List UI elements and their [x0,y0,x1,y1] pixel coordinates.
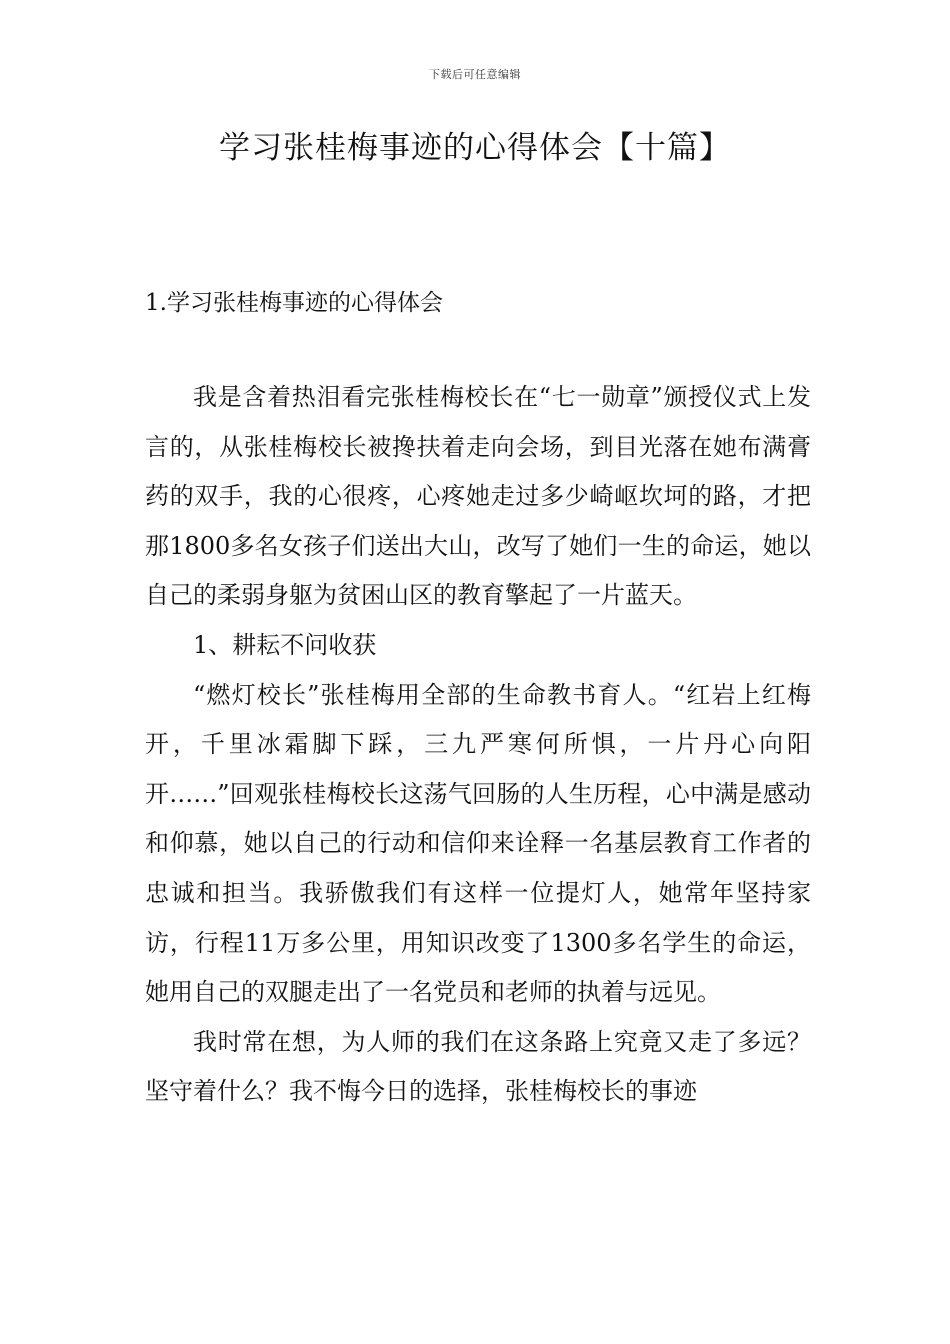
section-heading: 1.学习张桂梅事迹的心得体会 [145,290,443,316]
paragraph: 我时常在想，为人师的我们在这条路上究竟又走了多远？坚守着什么？我不悔今日的选择，张桂梅校长的事迹 [145,1027,811,1106]
document-title: 学习张桂梅事迹的心得体会【十篇】 [219,130,731,166]
header-note: 下载后可任意编辑 [429,68,521,81]
paragraph: 我是含着热泪看完张桂梅校长在“七一勋章”颁授仪式上发言的，从张桂梅校长被搀扶着走向会场，到目光落在她布满膏药的双手，我的心很疼，心疼她走过多少崎岖坎坷的路，才把那1800多名女孩子们送出大山，改写了她们一生的命运，她以自己的柔弱身躯为贫困山区的教育擎起了一片蓝天。 [145,383,811,610]
paragraph: “燃灯校长”张桂梅用全部的生命教书育人。“红岩上红梅开，千里冰霜脚下踩，三九严寒何所惧，一片丹心向阳开……”回观张桂梅校长这荡气回肠的人生历程，心中满是感动和仰慕，她以自己的行动和信仰来诠释一名基层教育工作者的忠诚和担当。我骄傲我们有这样一位提灯人，她常年坚持家访，行程11万多公里，用知识改变了1300多名学生的命运，她用自己的双腿走出了一名党员和老师的执着与远见。 [145,680,811,1007]
body-text [145,373,811,1117]
paragraph: 1、耕耘不问收获 [193,630,377,659]
